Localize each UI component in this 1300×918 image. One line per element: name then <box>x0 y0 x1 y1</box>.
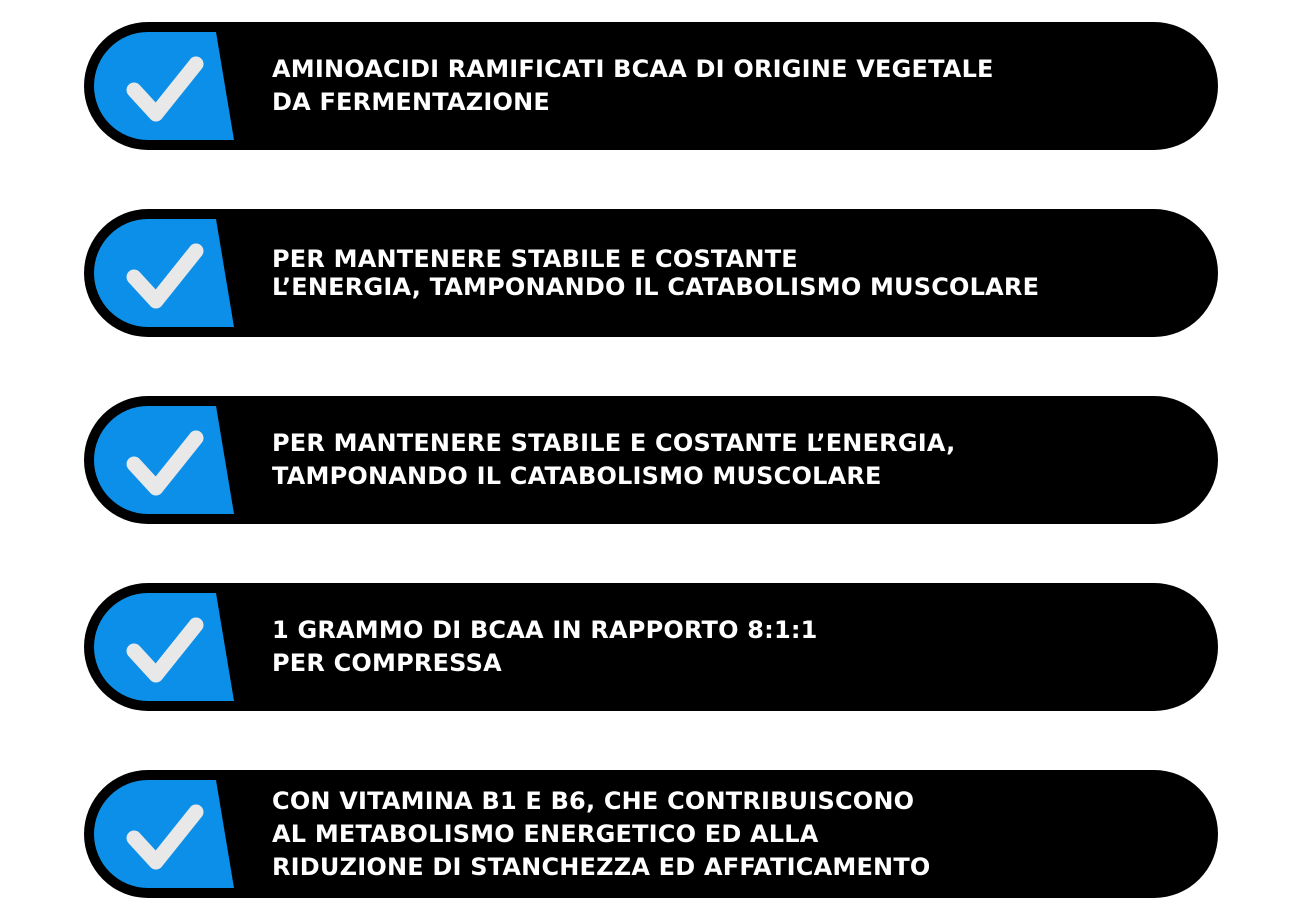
feature-line: TAMPONANDO IL CATABOLISMO MUSCOLARE <box>272 462 882 490</box>
feature-line: DA FERMENTAZIONE <box>272 88 550 116</box>
check-icon <box>94 219 234 327</box>
feature-pill-5 <box>84 770 1218 898</box>
check-icon <box>94 32 234 140</box>
feature-pill-4 <box>84 583 1218 711</box>
check-badge <box>94 406 234 514</box>
feature-line: CON VITAMINA B1 E B6, CHE CONTRIBUISCONO <box>272 786 915 815</box>
check-badge <box>94 593 234 701</box>
feature-text <box>272 22 1192 150</box>
feature-text <box>272 209 1192 337</box>
feature-line: PER COMPRESSA <box>272 649 502 677</box>
feature-pill-3 <box>84 396 1218 524</box>
feature-line: PER MANTENERE STABILE E COSTANTE L’ENERGIA, <box>272 429 956 457</box>
feature-text <box>272 396 1192 524</box>
feature-line: RIDUZIONE DI STANCHEZZA ED AFFATICAMENTO <box>272 852 931 881</box>
feature-line: AL METABOLISMO ENERGETICO ED ALLA <box>272 819 819 848</box>
feature-text <box>272 770 1192 898</box>
check-icon <box>94 406 234 514</box>
feature-line: PER MANTENERE STABILE E COSTANTE <box>272 245 798 273</box>
check-badge <box>94 219 234 327</box>
check-badge <box>94 780 234 888</box>
feature-line: 1 GRAMMO DI BCAA IN RAPPORTO 8:1:1 <box>272 616 818 644</box>
check-icon <box>94 780 234 888</box>
feature-line: L’ENERGIA, TAMPONANDO IL CATABOLISMO MUSCOLARE <box>272 273 1040 301</box>
check-icon <box>94 593 234 701</box>
check-badge <box>94 32 234 140</box>
feature-pill-2 <box>84 209 1218 337</box>
feature-line: AMINOACIDI RAMIFICATI BCAA DI ORIGINE VEGETALE <box>272 55 994 83</box>
feature-text <box>272 583 1192 711</box>
feature-pill-1 <box>84 22 1218 150</box>
